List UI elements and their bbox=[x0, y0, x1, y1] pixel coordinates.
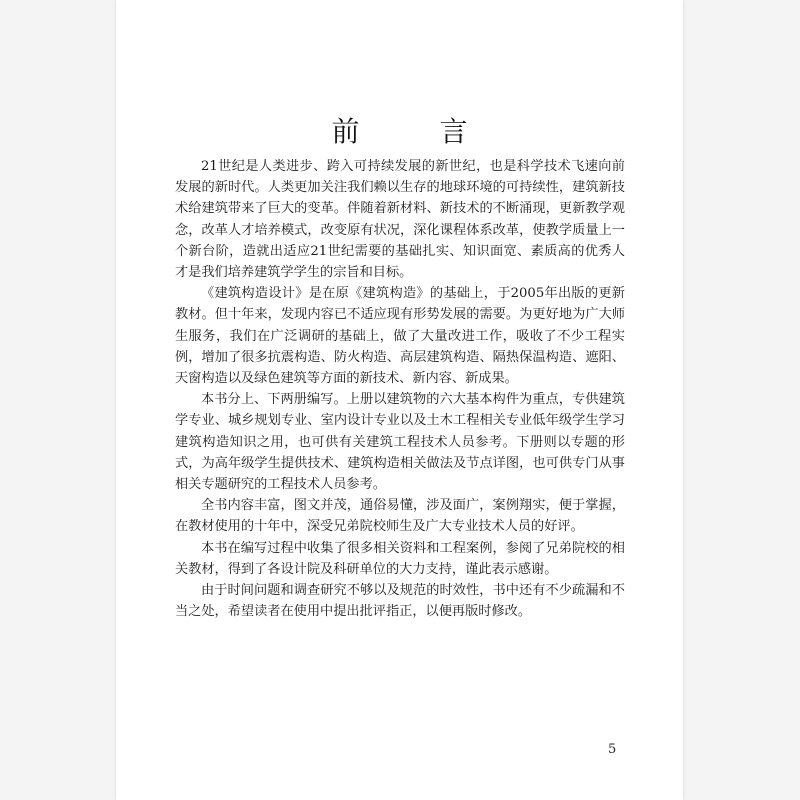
paragraph-3: 本书分上、下两册编写。上册以建筑物的六大基本构件为重点，专供建筑学专业、城乡规划专业、室内设计专业以及土木工程相关专业低年级学生学习建筑构造知识之用，也可供有关建筑工程技术人员参考。下册则以专题的形式，为高年级学生提供技术、建筑构造相关做法及节点详图，也可供专门从事相关专题研究的工程技术人员参考。 bbox=[175, 392, 625, 493]
paragraph-4: 全书内容丰富，图文并茂，通俗易懂，涉及面广，案例翔实，便于掌握，在教材使用的十年中，深受兄弟院校师生及广大专业技术人员的好评。 bbox=[175, 498, 625, 535]
paragraph-2: 《建筑构造设计》是在原《建筑构造》的基础上，于2005年出版的更新教材。但十年来，发现内容已不适应现有形势发展的需要。为更好地为广大师生服务，我们在广泛调研的基础上，做了大量改进工作，吸收了不少工程实例，增加了很多抗震构造、防火构造、高层建筑构造、隔热保温构造、遮阳、天窗构造以及绿色建筑等方面的新技术、新内容、新成果。 bbox=[175, 286, 625, 387]
paragraph-1: 21世纪是人类进步、跨入可持续发展的新世纪，也是科学技术飞速向前发展的新时代。人类更加关注我们赖以生存的地球环境的可持续性，建筑新技术给建筑带来了巨大的变革。伴随着新材料、新技术的不断涌现，更新教学观念，改革人才培养模式，改变原有状况，深化课程体系改革，使教学质量上一个新台阶，造就出适应21世纪需要的基础扎实、知识面宽、素质高的优秀人才是我们培养建筑学学生的宗旨和目标。 bbox=[175, 159, 625, 281]
page-title: 前 言 bbox=[331, 115, 494, 148]
page-number: 5 bbox=[608, 742, 617, 757]
book-page bbox=[116, 0, 683, 800]
paragraph-5: 本书在编写过程中收集了很多相关资料和工程案例，参阅了兄弟院校的相关教材，得到了各设计院及科研单位的大力支持，谨此表示感谢。 bbox=[175, 540, 625, 577]
paragraph-6: 由于时间问题和调查研究不够以及规范的时效性，书中还有不少疏漏和不当之处，希望读者在使用中提出批评指正，以便再版时修改。 bbox=[175, 583, 625, 620]
preface-body bbox=[175, 156, 625, 622]
